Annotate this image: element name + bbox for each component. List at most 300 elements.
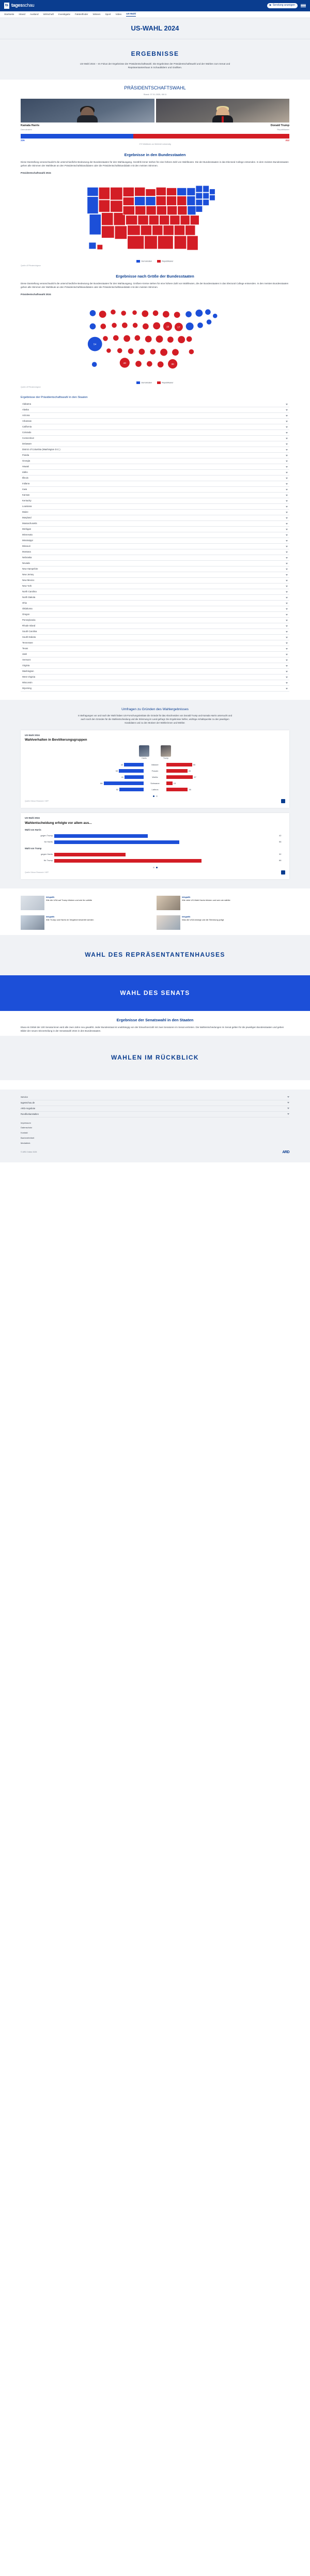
footer-accordion-row[interactable] <box>21 1112 289 1117</box>
dot-1[interactable] <box>153 795 154 797</box>
teaser-2[interactable] <box>21 915 153 930</box>
footer-link[interactable]: Barrierefreiheit <box>21 1137 35 1139</box>
group-label: Männer <box>151 763 159 766</box>
candidate-trump-name: Donald Trump <box>270 124 289 128</box>
nav-item-6[interactable]: Wissen <box>92 12 101 16</box>
harris-value: 52 <box>116 788 119 791</box>
state-accordion-row[interactable] <box>21 686 289 692</box>
chevron-down-icon[interactable] <box>287 1108 289 1109</box>
state-accordion-row[interactable] <box>21 481 289 487</box>
card1-harris <box>139 745 149 760</box>
state-accordion-row[interactable] <box>21 657 289 663</box>
group-row <box>25 768 285 774</box>
state-accordion-row[interactable] <box>21 663 289 669</box>
group-label: Frauen <box>151 769 159 772</box>
survey-section <box>0 700 310 888</box>
chevron-down-icon[interactable] <box>286 586 288 587</box>
footer-accordion-label: Service <box>21 1095 28 1098</box>
state-results-text: Diese Darstellung veranschaulicht die unterschiedliche Bedeutung der Bundesstaaten für den Wahlausgang. Gezählt immer stehen für eine höhere Zahl von Wahlleuten. Die der Bundesstaaten in das Electoral College entsenden. In dem meisten Bundesstaaten gehen alle Stimmen der Wahlleute an den Präsidentschaftskandidaten oder die Präsidentschaftskandidatin mit den meisten Stimmen. <box>21 161 289 167</box>
senate-states-heading: Ergebnisse der Senatswahl in den Staaten <box>116 1018 194 1023</box>
motivation-group-label: Wahl von Harris <box>25 829 41 832</box>
harris-thumb <box>139 745 149 760</box>
card1-kicker: US-Wahl 2024 <box>25 733 40 737</box>
trump-bar-cell <box>166 763 285 766</box>
footer-accordion-label: Rundfunkanstalten <box>21 1112 39 1115</box>
chevron-down-icon[interactable] <box>286 455 288 456</box>
state-accordion-row[interactable] <box>21 441 289 447</box>
svg-text:19: 19 <box>166 326 169 329</box>
state-name: Pennsylvania <box>22 619 36 622</box>
results-banner-title: ERGEBNISSE <box>131 50 179 57</box>
bubble-map-title: Präsidentschaftswahl 2024 <box>21 293 51 296</box>
chevron-down-icon[interactable] <box>286 478 288 479</box>
nav-item-4[interactable]: Investigativ <box>58 12 70 16</box>
chevron-down-icon[interactable] <box>286 500 288 502</box>
teaser-row-2 <box>0 915 310 935</box>
state-accordion-row[interactable] <box>21 595 289 601</box>
state-name: Texas <box>22 647 28 650</box>
state-name: South Dakota <box>22 636 36 639</box>
chevron-down-icon[interactable] <box>286 608 288 610</box>
teaser-1-headline: Wie viele US-Wahl Harris blicken und wen sie wählte <box>182 899 230 902</box>
harris-value: 86 <box>100 781 103 785</box>
chevron-down-icon[interactable] <box>286 421 288 422</box>
group-row <box>25 761 285 768</box>
state-accordion-row[interactable] <box>21 470 289 476</box>
group-row <box>25 774 285 780</box>
bubble-map-svg <box>21 298 289 380</box>
chevron-down-icon[interactable] <box>286 551 288 553</box>
harris-bar <box>104 781 144 785</box>
state-accordion-row[interactable] <box>21 453 289 458</box>
state-accordion-row[interactable] <box>21 623 289 629</box>
state-accordion-row[interactable] <box>21 458 289 464</box>
motivation-bar <box>54 834 148 838</box>
state-accordion-row[interactable] <box>21 407 289 413</box>
teaser-2-text <box>46 915 94 930</box>
nav-item-9[interactable]: US-Wahl <box>126 12 136 17</box>
state-accordion-row[interactable] <box>21 521 289 527</box>
state-accordion-row[interactable] <box>21 419 289 424</box>
house-banner <box>0 935 310 975</box>
harris-bar <box>124 763 144 766</box>
candidate-harris-party: Demokraten <box>21 128 32 131</box>
state-accordion-row[interactable] <box>21 561 289 566</box>
bubble-text: Diese Darstellung veranschaulicht die unterschiedliche Bedeutung der Bundesstaaten für den Wahlausgang. Größere Kreise stehen für eine höhere Zahl von Wahlleuten, die der Bundesstaaten in das Electoral College entsenden. In den meisten Bundesstaaten gehen alle Stimmen der Wahlleute an den Präsidentschaftskandidaten oder die Präsidentschaftskandidatin mit den meisten Stimmen. <box>21 282 289 288</box>
card2-source: Quelle: Edison Research / NEP <box>25 871 49 873</box>
state-name: Nevada <box>22 562 30 565</box>
nav-item-5[interactable]: Faktenfinder <box>74 12 88 16</box>
teaser-2-headline: Wie Trump und Harris im Vergleich bewertet werden <box>46 918 94 922</box>
state-accordion-row[interactable] <box>21 566 289 572</box>
results-banner <box>0 39 310 80</box>
chevron-down-icon[interactable] <box>286 461 288 462</box>
teaser-3-kicker: Infografik <box>182 916 191 918</box>
state-name: Nebraska <box>22 556 32 559</box>
state-accordion-row[interactable] <box>21 601 289 606</box>
state-accordion-row[interactable] <box>21 498 289 504</box>
teaser-row-1 <box>0 888 310 915</box>
chevron-down-icon[interactable] <box>286 671 288 672</box>
motivation-chart <box>25 829 285 864</box>
svg-text:17: 17 <box>177 326 180 329</box>
senate-states-section <box>0 1018 310 1033</box>
footer-accordion-row[interactable] <box>21 1106 289 1112</box>
svg-text:40: 40 <box>123 362 127 365</box>
trump-bar-cell <box>166 769 285 773</box>
chevron-down-icon[interactable] <box>286 631 288 633</box>
teaser-1[interactable] <box>157 896 289 910</box>
us-map-svg <box>21 176 289 259</box>
trump-value: 45 <box>188 769 191 772</box>
state-accordion-row[interactable] <box>21 652 289 657</box>
motivation-row <box>25 839 285 845</box>
teaser-3[interactable] <box>157 915 289 930</box>
motivation-label: für Harris <box>44 840 53 844</box>
state-name: Kentucky <box>22 499 32 502</box>
nav-item-8[interactable]: Video <box>115 12 122 16</box>
chevron-down-icon[interactable] <box>286 546 288 547</box>
chevron-down-icon[interactable] <box>286 580 288 581</box>
group-label: Schwarze <box>150 781 160 785</box>
footer-bottom <box>21 1150 289 1155</box>
chevron-down-icon[interactable] <box>286 517 288 519</box>
chevron-down-icon[interactable] <box>286 466 288 468</box>
footer-accordion-label: ARD-Angebote <box>21 1107 36 1110</box>
teaser-0-image <box>21 896 44 910</box>
chevron-down-icon[interactable] <box>286 449 288 451</box>
footer-link[interactable]: Kontakt <box>21 1131 28 1134</box>
nav-item-2[interactable]: Ausland <box>29 12 39 16</box>
card1-footer <box>25 799 285 803</box>
trump-bar <box>166 788 188 791</box>
state-accordion-row[interactable] <box>21 402 289 407</box>
state-name: Washington <box>22 670 34 673</box>
choropleth-legend <box>21 260 289 263</box>
chevron-down-icon[interactable] <box>286 625 288 627</box>
nav-item-1[interactable]: Inland <box>19 12 25 16</box>
choropleth-map[interactable] <box>21 176 289 259</box>
state-name: Idaho <box>22 471 28 474</box>
logo-wordmark: tagesschau <box>11 3 35 8</box>
senate-states-text: Etwa ein Drittel der 100 Senatorinnen wird alle zwei Jahre neu gewählt. Jeder Bundesstaat ist unabhängig von der Einwohnerzahl mit zwei Senatoren im Senat vertreten. Die Wahlentscheidungen im Senat gelten für die jeweiligen Bundesstaaten und geben Bilder der neuen Sitzverteilung in der Senatswahl 2024 in den Bundesstaaten. <box>21 1025 284 1033</box>
harris-value: 42 <box>120 763 123 766</box>
trump-bar <box>166 763 192 766</box>
footer-accordion-row[interactable] <box>21 1100 289 1106</box>
harris-bar <box>119 788 144 791</box>
chevron-down-icon[interactable] <box>286 529 288 530</box>
chevron-down-icon[interactable] <box>286 677 288 678</box>
state-name: Connecticut <box>22 437 34 440</box>
duel-timestamp: Stand: 07.01.2025, 08:11 <box>143 93 167 96</box>
broadcast-pill[interactable] <box>267 3 298 9</box>
chevron-down-icon[interactable] <box>286 443 288 445</box>
harris-bar-cell <box>25 769 144 773</box>
dot-1[interactable] <box>153 867 154 868</box>
chevron-down-icon[interactable] <box>286 682 288 684</box>
chevron-down-icon[interactable] <box>286 438 288 439</box>
state-accordion-row[interactable] <box>21 510 289 515</box>
legend-rep: Republikaner <box>157 260 173 263</box>
broadcast-pill-label: Sendung anzeigen <box>272 4 295 7</box>
state-accordion-row[interactable] <box>21 578 289 584</box>
retrospect-banner <box>0 1036 310 1080</box>
state-name: Alabama <box>22 403 31 406</box>
choropleth-map-title: Präsidentschaftswahl 2024 <box>21 172 51 175</box>
state-accordion-row[interactable] <box>21 544 289 549</box>
trump-bar <box>166 781 173 785</box>
state-name: Indiana <box>22 482 30 485</box>
chevron-down-icon[interactable] <box>286 603 288 604</box>
chevron-down-icon[interactable] <box>286 540 288 542</box>
state-name: New York <box>22 585 32 588</box>
bubble-legend-rep: Republikaner <box>157 381 173 385</box>
choropleth-source: Quelle: AP/Reuters/eigene <box>21 265 41 267</box>
state-name: Oregon <box>22 613 30 616</box>
motivation-track <box>54 853 277 856</box>
chevron-down-icon[interactable] <box>286 432 288 434</box>
chevron-down-icon[interactable] <box>286 404 288 405</box>
teaser-1-image <box>157 896 180 910</box>
group-label: Latinos <box>151 788 159 791</box>
chevron-down-icon[interactable] <box>286 426 288 428</box>
teaser-3-text <box>182 915 224 930</box>
chevron-down-icon[interactable] <box>286 665 288 667</box>
teaser-0-headline: Wie die USA auf Trump blicken und wie ihn wählte <box>46 899 92 902</box>
chevron-down-icon[interactable] <box>286 563 288 564</box>
state-name: New Jersey <box>22 573 34 576</box>
duel-candidates <box>21 99 289 131</box>
state-accordion-row[interactable] <box>21 476 289 481</box>
chevron-down-icon[interactable] <box>286 597 288 599</box>
state-name: Minnesota <box>22 533 33 536</box>
chevron-down-icon[interactable] <box>286 472 288 473</box>
teaser-3-image <box>157 915 180 930</box>
teaser-1-text <box>182 896 230 910</box>
harris-value: 41 <box>121 775 124 778</box>
state-accordion-row[interactable] <box>21 572 289 578</box>
state-name: Utah <box>22 653 27 656</box>
state-accordion-row[interactable] <box>21 669 289 674</box>
footer-link[interactable]: Datenschutz <box>21 1126 33 1129</box>
teaser-0-text <box>46 896 92 910</box>
chevron-down-icon[interactable] <box>286 489 288 490</box>
states-accordion <box>0 395 310 692</box>
state-name: Michigan <box>22 528 32 531</box>
state-accordion-row[interactable] <box>21 464 289 470</box>
chevron-down-icon[interactable] <box>287 1113 289 1115</box>
state-name: Wisconsin <box>22 681 33 684</box>
footer-accordion-row[interactable] <box>21 1095 289 1100</box>
motivation-row <box>25 833 285 839</box>
chevron-down-icon[interactable] <box>286 483 288 485</box>
motivation-row <box>25 851 285 857</box>
bubble-map[interactable] <box>21 298 289 380</box>
senate-banner <box>0 975 310 1011</box>
state-accordion-row[interactable] <box>21 436 289 441</box>
chevron-down-icon[interactable] <box>286 620 288 621</box>
play-icon: ▶ <box>269 4 272 7</box>
state-name: Louisiana <box>22 505 32 508</box>
card1-title: Wahlverhalten in Bevölkerungsgruppen <box>25 738 87 742</box>
chevron-down-icon[interactable] <box>287 1096 289 1098</box>
results-intro: US-Wahl 2024 – Im Fokus der Ergebnisse der Präsidentschaftswahl. Die Ergebnisse der Präsidentschaftswahl und der Wahlen zum Senat und Repräsentantenhaus in Schaubildern und Grafiken. <box>80 63 230 69</box>
state-name: South Carolina <box>22 630 37 633</box>
trump-bar-cell <box>166 775 285 779</box>
candidate-harris-name: Kamala Harris <box>21 124 40 128</box>
state-accordion-row[interactable] <box>21 612 289 618</box>
logo[interactable] <box>4 2 34 9</box>
state-name: Maryland <box>22 516 32 519</box>
svg-text:30: 30 <box>171 363 174 366</box>
top-bar <box>0 0 310 11</box>
states-accordion-title: Ergebnisse der Präsidentschaftswahl in den Staaten <box>21 396 88 400</box>
chevron-down-icon[interactable] <box>286 523 288 525</box>
chevron-down-icon[interactable] <box>286 648 288 650</box>
teaser-2-image <box>21 915 44 930</box>
card1-harris-label: Harris <box>142 757 147 760</box>
electoral-vote-bar <box>21 134 289 139</box>
chevron-down-icon[interactable] <box>286 569 288 570</box>
state-name: Colorado <box>22 431 32 434</box>
state-results-heading: Ergebnisse in den Bundesstaaten <box>124 152 186 158</box>
card2-footer <box>25 870 285 875</box>
chevron-down-icon[interactable] <box>286 495 288 496</box>
state-name: Missouri <box>22 545 30 548</box>
harris-bar <box>125 775 144 779</box>
chevron-down-icon[interactable] <box>286 642 288 644</box>
state-accordion-row[interactable] <box>21 680 289 686</box>
menu-button[interactable] <box>301 4 306 8</box>
nav-item-0[interactable]: Startseite <box>4 12 14 16</box>
state-accordion-row[interactable] <box>21 646 289 652</box>
state-accordion-row[interactable] <box>21 555 289 561</box>
duel-title: PRÄSIDENTSCHAFTSWAHL <box>124 85 186 91</box>
motivation-label: gegen Harris <box>41 853 53 856</box>
chevron-down-icon[interactable] <box>286 654 288 655</box>
state-name: California <box>22 425 32 428</box>
motivation-label: gegen Trump <box>40 834 53 837</box>
chevron-down-icon[interactable] <box>286 409 288 411</box>
state-accordion-row[interactable] <box>21 606 289 612</box>
state-accordion-row[interactable] <box>21 532 289 538</box>
group-label: Weiße <box>152 775 158 778</box>
trump-bar-cell <box>166 788 285 791</box>
candidate-trump-party: Republikaner <box>277 128 289 131</box>
state-name: Iowa <box>22 488 27 491</box>
state-name: Illinois <box>22 477 28 480</box>
share-icon[interactable] <box>281 799 285 803</box>
legend-dem: Demokraten <box>136 260 152 263</box>
bubble-legend-dem: Demokraten <box>136 381 152 385</box>
teaser-1-kicker: Infografik <box>182 896 191 899</box>
states-accordion-list <box>21 402 289 692</box>
chevron-down-icon[interactable] <box>287 1102 289 1103</box>
chevron-down-icon[interactable] <box>286 660 288 661</box>
card2-pagination[interactable] <box>25 867 285 868</box>
state-accordion-row[interactable] <box>21 589 289 595</box>
state-accordion-row[interactable] <box>21 447 289 453</box>
motivation-value: 42 <box>279 834 282 837</box>
motivation-track <box>54 859 277 863</box>
chevron-down-icon[interactable] <box>286 574 288 576</box>
state-accordion-row[interactable] <box>21 629 289 635</box>
state-accordion-row[interactable] <box>21 635 289 640</box>
state-accordion-row[interactable] <box>21 618 289 623</box>
teaser-3-headline: Was die USA bewegt und die Stimmung prägt <box>182 918 224 922</box>
bubble-section <box>0 274 310 389</box>
harris-bar-cell <box>25 788 144 791</box>
state-accordion-row[interactable] <box>21 413 289 419</box>
chevron-down-icon[interactable] <box>286 415 288 417</box>
nav-item-7[interactable]: Sport <box>105 12 111 16</box>
state-name: Kansas <box>22 494 30 497</box>
card1-pagination[interactable] <box>25 795 285 797</box>
state-accordion-row[interactable] <box>21 640 289 646</box>
page-root <box>0 0 310 1162</box>
chevron-down-icon[interactable] <box>286 534 288 536</box>
motivation-bar <box>54 853 126 856</box>
state-accordion-row[interactable] <box>21 527 289 532</box>
state-accordion-row[interactable] <box>21 430 289 436</box>
state-accordion-row[interactable] <box>21 493 289 498</box>
chevron-down-icon[interactable] <box>286 614 288 616</box>
state-accordion-row[interactable] <box>21 515 289 521</box>
bubble-heading: Ergebnisse nach Größe der Bundesstaaten <box>116 273 194 279</box>
teaser-0[interactable] <box>21 896 153 910</box>
bubble-legend <box>21 381 289 385</box>
group-row <box>25 780 285 786</box>
footer-accordion-label: tagesschau.de <box>21 1101 35 1104</box>
state-accordion-row[interactable] <box>21 538 289 544</box>
motivation-track <box>54 840 277 844</box>
chevron-down-icon[interactable] <box>286 637 288 638</box>
chevron-down-icon[interactable] <box>286 557 288 559</box>
group-row <box>25 786 285 792</box>
trump-bar-cell <box>166 781 285 785</box>
state-accordion-row[interactable] <box>21 584 289 589</box>
state-accordion-row[interactable] <box>21 549 289 555</box>
candidate-trump-photo <box>156 99 290 122</box>
motivation-group-label: Wahl von Trump <box>25 847 42 850</box>
share-icon[interactable] <box>281 870 285 875</box>
dot-2[interactable] <box>156 795 158 797</box>
state-name: Alaska <box>22 408 29 411</box>
dot-2[interactable] <box>156 867 158 868</box>
state-accordion-row[interactable] <box>21 487 289 493</box>
state-accordion-row[interactable] <box>21 424 289 430</box>
footer-link[interactable]: Impressum <box>21 1121 31 1124</box>
teaser-2-kicker: Infografik <box>46 916 55 918</box>
nav-item-3[interactable]: Wirtschaft <box>43 12 54 16</box>
harris-value: 53 <box>115 769 118 772</box>
state-name: Tennessee <box>22 641 33 645</box>
state-name: Rhode Island <box>22 624 36 627</box>
state-name: Georgia <box>22 459 30 463</box>
state-accordion-row[interactable] <box>21 674 289 680</box>
chevron-down-icon[interactable] <box>286 591 288 593</box>
electoral-vote-numbers <box>21 139 289 143</box>
senate-banner-title: WAHL DES SENATS <box>120 989 190 996</box>
chevron-down-icon[interactable] <box>286 688 288 689</box>
footer-link[interactable]: Mediathek <box>21 1141 30 1144</box>
footer-accordion <box>21 1095 289 1117</box>
chevron-down-icon[interactable] <box>286 512 288 513</box>
state-accordion-row[interactable] <box>21 504 289 510</box>
state-name: Oklahoma <box>22 607 33 610</box>
chevron-down-icon[interactable] <box>286 506 288 508</box>
state-name: Hawaii <box>22 465 29 468</box>
